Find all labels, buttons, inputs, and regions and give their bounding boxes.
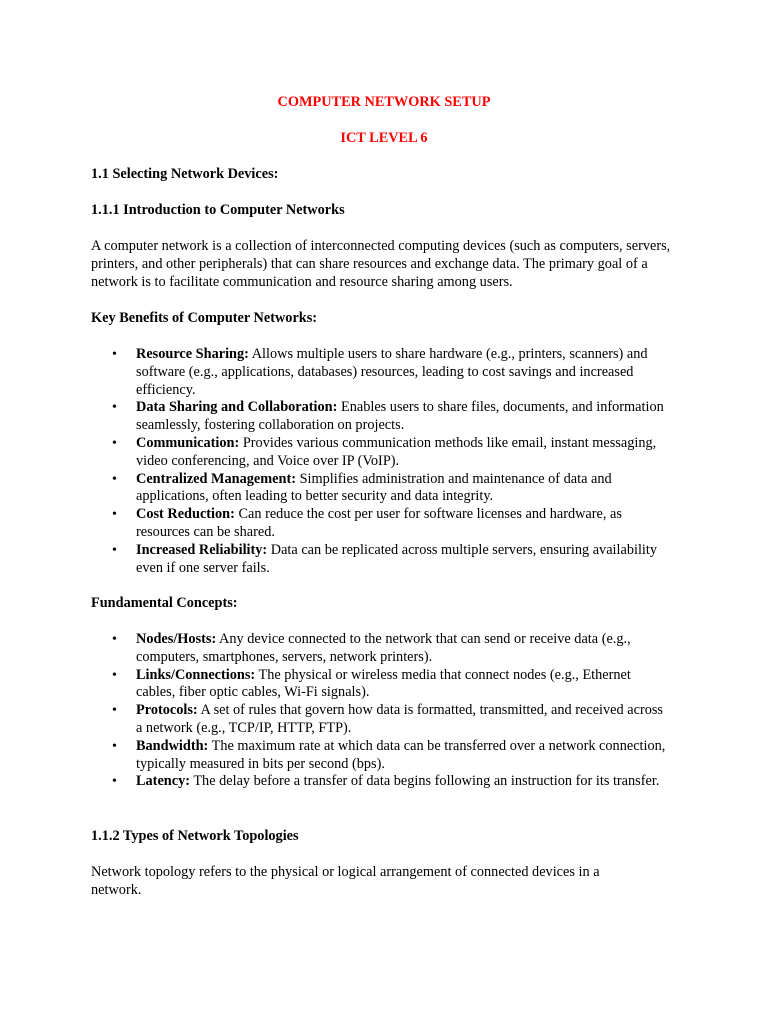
list-item-desc: Can reduce the cost per user for software licenses and hardware, as resources can be shared. [136, 506, 622, 540]
list-item-term: Bandwidth: [136, 737, 209, 754]
list-item-term: Protocols: [136, 702, 198, 719]
list-item-desc: Simplifies administration and maintenance of data and applications, often leading to better security and data integrity. [136, 470, 612, 505]
list-item-term: Data Sharing and Collaboration: [136, 399, 338, 416]
list-item-term: Centralized Management: [136, 470, 297, 487]
concepts-heading: Fundamental Concepts: [91, 595, 238, 611]
list-item [91, 738, 671, 774]
list-item [91, 773, 671, 791]
section-heading-1-1-1: 1.1.1 Introduction to Computer Networks [91, 202, 345, 218]
bullet-icon: • [112, 667, 117, 683]
list-item-term: Increased Reliability: [136, 541, 268, 558]
section-heading-1-1-2: 1.1.2 Types of Network Topologies [91, 828, 299, 844]
list-item-desc: Data can be replicated across multiple servers, ensuring availability even if one server fails. [136, 541, 658, 576]
bullet-icon: • [112, 347, 117, 362]
list-item-term: Resource Sharing: [136, 346, 249, 362]
list-item [91, 631, 671, 667]
list-item [91, 506, 671, 542]
bullet-icon: • [112, 703, 117, 719]
list-item [91, 399, 671, 435]
topology-paragraph: Network topology refers to the physical or logical arrangement of connected devices in a network. [91, 864, 600, 898]
benefits-heading: Key Benefits of Computer Networks: [91, 310, 318, 326]
list-item [91, 471, 671, 507]
bullet-icon: • [112, 471, 117, 487]
list-item [91, 667, 671, 703]
bullet-icon: • [112, 774, 117, 790]
list-item-term: Cost Reduction: [136, 506, 235, 523]
list-item [91, 542, 671, 578]
list-item [91, 346, 671, 399]
list-item [91, 702, 671, 738]
bullet-icon: • [112, 507, 117, 523]
list-item-desc: Any device connected to the network that can send or receive data (e.g., computers, smartphones, servers, network printers). [136, 631, 631, 665]
list-item-desc: Provides various communication methods like email, instant messaging, video conferencing, and Voice over IP (VoIP). [136, 434, 657, 469]
list-item-desc: A set of rules that govern how data is formatted, transmitted, and received across a network (e.g., TCP/IP, HTTP, FTP). [136, 702, 663, 736]
bullet-icon: • [112, 542, 117, 558]
list-item-desc: Enables users to share files, documents, and information seamlessly, fostering collaboration on projects. [136, 399, 664, 434]
list-item-desc: The maximum rate at which data can be transferred over a network connection, typically measured in bits per second (bps). [136, 737, 666, 772]
list-item-desc: Allows multiple users to share hardware (e.g., printers, scanners) and software (e.g., applications, databases) resources, leading to cost savings and increased efficiency. [136, 346, 648, 398]
bullet-icon: • [112, 435, 117, 451]
bullet-icon: • [112, 400, 117, 416]
section-heading-1-1: 1.1 Selecting Network Devices: [91, 166, 279, 182]
list-item-term: Nodes/Hosts: [136, 631, 217, 647]
document-subtitle: ICT LEVEL 6 [340, 130, 428, 146]
bullet-icon: • [112, 632, 117, 647]
benefits-list [91, 346, 671, 577]
list-item-desc: The physical or wireless media that connect nodes (e.g., Ethernet cables, fiber optic cables, Wi-Fi signals). [136, 666, 631, 701]
document-title: COMPUTER NETWORK SETUP [277, 94, 491, 110]
list-item [91, 435, 671, 471]
list-item-term: Latency: [136, 773, 190, 790]
list-item-desc: The delay before a transfer of data begins following an instruction for its transfer. [190, 773, 660, 790]
concepts-list [91, 631, 671, 791]
list-item-term: Links/Connections: [136, 666, 256, 683]
bullet-icon: • [112, 738, 117, 754]
list-item-term: Communication: [136, 434, 240, 451]
intro-paragraph: A computer network is a collection of interconnected computing devices (such as computers, servers, printers, and other peripherals) that can share resources and exchange data. The primary goal of a network is to facilitate communication and resource sharing among users. [91, 238, 671, 290]
